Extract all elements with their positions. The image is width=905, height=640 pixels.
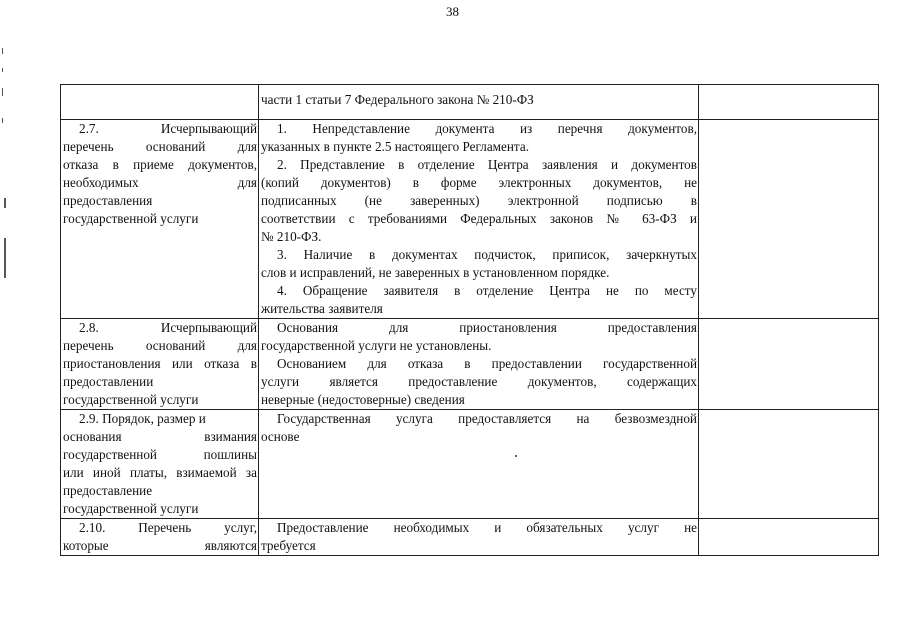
section-line: предоставление xyxy=(63,483,153,498)
content-line: части 1 статьи 7 Федерального закона № 210-ФЗ xyxy=(261,92,534,107)
section-line: или иной платы, взимаемой за xyxy=(63,465,257,480)
table-row xyxy=(61,120,879,319)
content-line: основе xyxy=(261,429,300,444)
content-cell xyxy=(259,120,699,319)
page-number: 38 xyxy=(446,4,459,19)
content-line: соответствии с требованиями Федеральных законов № 63-ФЗ и xyxy=(261,211,697,226)
content-line: слов и исправлений, не заверенных в установленном порядке. xyxy=(261,265,610,280)
content-cell xyxy=(259,519,699,556)
content-line: № 210-ФЗ. xyxy=(261,229,322,244)
section-line: государственной пошлины xyxy=(63,447,257,462)
notes-cell xyxy=(699,519,879,556)
section-cell xyxy=(61,85,259,120)
table-row xyxy=(61,319,879,410)
section-line: государственной услуги xyxy=(63,392,199,407)
section-cell xyxy=(61,519,259,556)
content-line: 4. Обращение заявителя в отделение Центра не по месту xyxy=(277,283,697,298)
content-line: Основанием для отказа в предоставлении государственной xyxy=(277,356,697,371)
notes-cell xyxy=(699,120,879,319)
notes-cell xyxy=(699,319,879,410)
section-line: государственной услуги xyxy=(63,501,199,516)
content-cell xyxy=(259,410,699,519)
section-line: 2.9. Порядок, размер и xyxy=(79,411,206,426)
content-line: требуется xyxy=(261,538,316,553)
content-line: 1. Непредставление документа из перечня документов, xyxy=(277,121,697,136)
content-line: государственной услуги не установлены. xyxy=(261,338,492,353)
stray-mark xyxy=(515,455,517,457)
content-line: Основания для приостановления предоставления xyxy=(277,320,697,335)
section-line: предоставлении xyxy=(63,374,154,389)
section-line: 2.10. Перечень услуг, xyxy=(79,520,257,535)
content-line: (копий документов) в форме электронных документов, не xyxy=(261,175,697,190)
content-cell xyxy=(259,85,699,120)
section-line: 2.8. Исчерпывающий xyxy=(79,320,257,335)
content-line: жительства заявителя xyxy=(261,301,383,316)
section-line: предоставления xyxy=(63,193,153,208)
section-line: приостановления или отказа в xyxy=(63,356,257,371)
table-row xyxy=(61,519,879,556)
table-row xyxy=(61,410,879,519)
section-line: перечень оснований для xyxy=(63,338,257,353)
content-line: Предоставление необходимых и обязательных услуг не xyxy=(277,520,697,535)
regulation-table xyxy=(60,84,879,556)
section-line: 2.7. Исчерпывающий xyxy=(79,121,257,136)
content-line: 3. Наличие в документах подчисток, приписок, зачеркнутых xyxy=(277,247,697,262)
section-line: необходимых для xyxy=(63,175,257,190)
content-line: услуги является предоставление документов, содержащих xyxy=(261,374,697,389)
section-cell xyxy=(61,120,259,319)
binding-margin-marks xyxy=(0,28,8,278)
content-cell xyxy=(259,319,699,410)
section-line: основания взимания xyxy=(63,429,257,444)
section-cell xyxy=(61,319,259,410)
content-line: подписанных (не заверенных) электронной подписью в xyxy=(261,193,697,208)
notes-cell xyxy=(699,410,879,519)
section-line: перечень оснований для xyxy=(63,139,257,154)
notes-cell xyxy=(699,85,879,120)
content-line: неверные (недостоверные) сведения xyxy=(261,392,465,407)
section-line: отказа в приеме документов, xyxy=(63,157,257,172)
section-cell xyxy=(61,410,259,519)
section-line: которые являются xyxy=(63,538,257,553)
section-line: государственной услуги xyxy=(63,211,199,226)
content-line: Государственная услуга предоставляется на безвозмездной xyxy=(277,411,697,426)
content-line: указанных в пункте 2.5 настоящего Регламента. xyxy=(261,139,529,154)
table-row xyxy=(61,85,879,120)
content-line: 2. Представление в отделение Центра заявления и документов xyxy=(277,157,697,172)
